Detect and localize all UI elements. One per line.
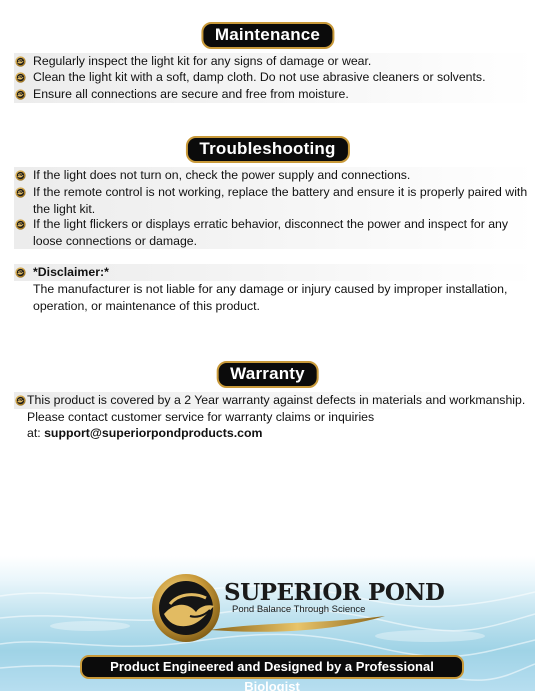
troubleshooting-heading: Troubleshooting	[185, 136, 349, 163]
pond-wave-logo-icon	[15, 395, 26, 406]
list-item	[14, 53, 535, 70]
biologist-banner: Product Engineered and Designed by a Professional Biologist	[80, 655, 464, 679]
pond-wave-logo-icon	[15, 219, 26, 230]
pond-wave-logo-icon	[15, 187, 26, 198]
disclaimer-label: *Disclaimer:*	[33, 265, 109, 279]
list-item-text: Clean the light kit with a soft, damp cloth. Do not use abrasive cleaners or solvents.	[33, 70, 486, 84]
list-item-text: If the light does not turn on, check the power supply and connections.	[33, 168, 411, 182]
maintenance-heading: Maintenance	[201, 22, 334, 49]
list-item-text: If the light flickers or displays erratic behavior, disconnect the power and inspect for any loose connections or damage.	[33, 217, 509, 248]
list-item	[14, 86, 535, 103]
disclaimer-label-row	[14, 264, 535, 281]
list-item-text: Regularly inspect the light kit for any signs of damage or wear.	[33, 54, 372, 68]
brand-tagline: Pond Balance Through Science	[232, 604, 366, 615]
list-item-text: If the remote control is not working, replace the battery and ensure it is properly paired with the light kit.	[33, 185, 528, 216]
warranty-heading: Warranty	[216, 361, 319, 388]
pond-wave-logo-icon	[15, 72, 26, 83]
support-email[interactable]: support@superiorpondproducts.com	[44, 426, 263, 440]
list-item	[14, 184, 535, 217]
pond-wave-logo-icon	[15, 267, 26, 278]
warranty-at-label: at:	[27, 426, 45, 440]
pond-wave-logo-icon	[15, 170, 26, 181]
warranty-line-3	[27, 425, 262, 442]
pond-wave-logo-icon	[15, 89, 26, 100]
list-item-text: Ensure all connections are secure and free from moisture.	[33, 87, 349, 101]
list-item	[14, 216, 535, 249]
list-item	[14, 69, 535, 86]
list-item	[14, 167, 535, 184]
warranty-line-row	[14, 392, 535, 409]
disclaimer-text: The manufacturer is not liable for any damage or injury caused by improper installation, operation, or maintenance of this product.	[33, 282, 508, 313]
brand-name: SUPERIOR POND	[224, 579, 445, 606]
warranty-line-1: This product is covered by a 2 Year warranty against defects in materials and workmanship.	[27, 393, 526, 407]
warranty-line-2: Please contact customer service for warranty claims or inquiries	[27, 410, 375, 424]
pond-wave-logo-icon	[15, 56, 26, 67]
